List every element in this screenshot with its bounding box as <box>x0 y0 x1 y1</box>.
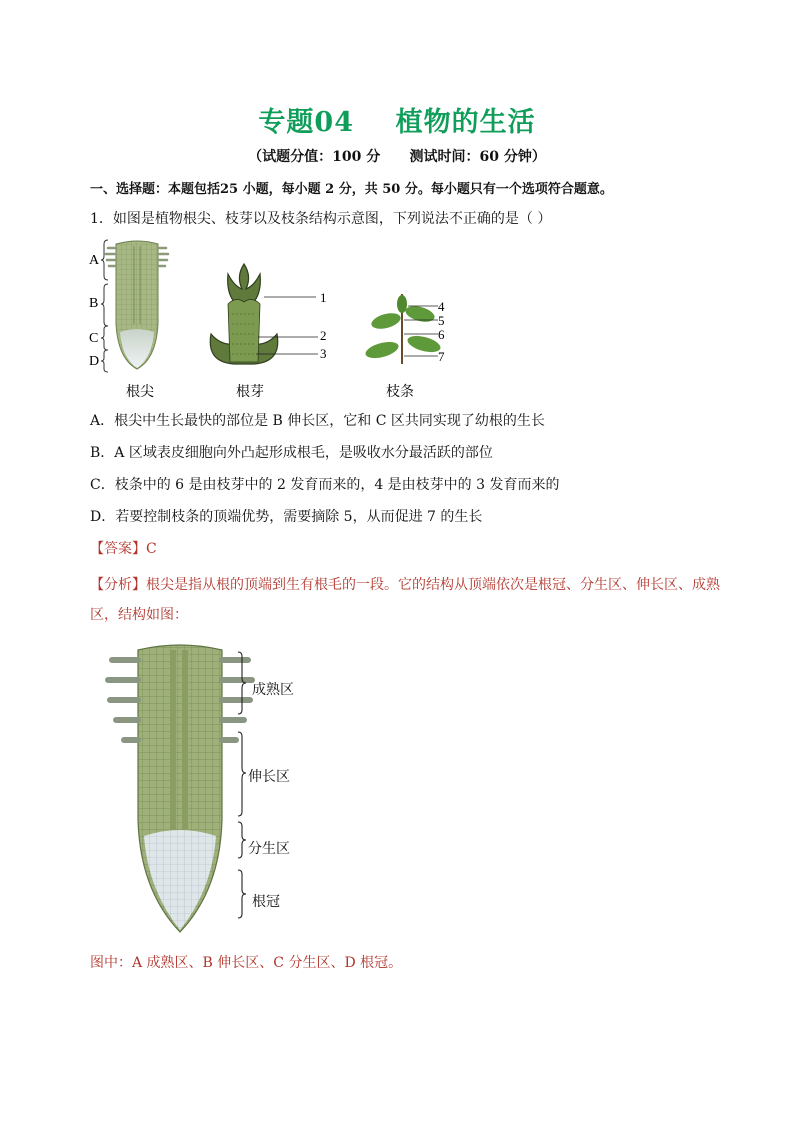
bud-label: 根芽 <box>236 385 264 400</box>
root-tip-letter-c: C <box>89 331 99 346</box>
branch-number-4: 4 <box>438 299 445 314</box>
analysis-text: 根尖是指从根的顶端到生有根毛的一段。它的结构从顶端依次是根冠、分生区、伸长区、成熟区，结构如图： <box>90 577 720 623</box>
answer-line <box>90 538 157 558</box>
bud-number-1: 1 <box>320 290 327 305</box>
root-tip-letter-d: D <box>89 354 100 369</box>
bud-number-2: 2 <box>320 328 327 343</box>
section-heading: 一、选择题：本题包括25 小题，每小题 2 分，共 50 分。每小题只有一个选项符合题意。 <box>90 182 613 197</box>
zone-label-maturation: 成熟区 <box>252 682 294 698</box>
zone-label-meristem: 分生区 <box>248 841 290 857</box>
answer-tag: 【答案】 <box>90 541 146 557</box>
page-subtitle: （试题分值：100 分 测试时间：60 分钟） <box>248 149 546 165</box>
question-figure <box>86 234 466 404</box>
option-b: B．A 区域表皮细胞向外凸起形成根毛，是吸收水分最活跃的部位 <box>90 445 493 461</box>
bud-drawing <box>210 264 326 400</box>
branch-drawing <box>364 294 445 400</box>
question-stem: 1．如图是植物根尖、枝芽以及枝条结构示意图，下列说法不正确的是（ ） <box>90 211 552 227</box>
branch-number-7: 7 <box>438 349 445 364</box>
root-tip-letter-a: A <box>89 253 100 268</box>
branch-number-6: 6 <box>438 327 445 342</box>
option-a: A．根尖中生长最快的部位是 B 伸长区，它和 C 区共同实现了幼根的生长 <box>90 413 545 429</box>
analysis-tag: 【分析】 <box>90 577 146 593</box>
page-title: 专题04 植物的生活 <box>258 107 536 138</box>
root-tip-letter-b: B <box>89 296 99 311</box>
option-d: D．若要控制枝条的顶端优势，需要摘除 5，从而促进 7 的生长 <box>90 509 483 525</box>
zone-label-elongation: 伸长区 <box>248 769 290 785</box>
branch-label: 枝条 <box>386 385 414 400</box>
branch-number-5: 5 <box>438 313 445 328</box>
root-tip-label: 根尖 <box>126 385 154 400</box>
answer-value: C <box>146 541 157 557</box>
bud-number-3: 3 <box>320 346 327 361</box>
option-c: C．枝条中的 6 是由枝芽中的 2 发育而来的，4 是由枝芽中的 3 发育而来的 <box>90 477 560 493</box>
root-tip-drawing <box>89 240 168 400</box>
zone-label-root-cap: 根冠 <box>252 894 280 910</box>
figure-caption: 图中：A 成熟区、B 伸长区、C 分生区、D 根冠。 <box>90 955 403 971</box>
analysis-block <box>90 570 730 630</box>
